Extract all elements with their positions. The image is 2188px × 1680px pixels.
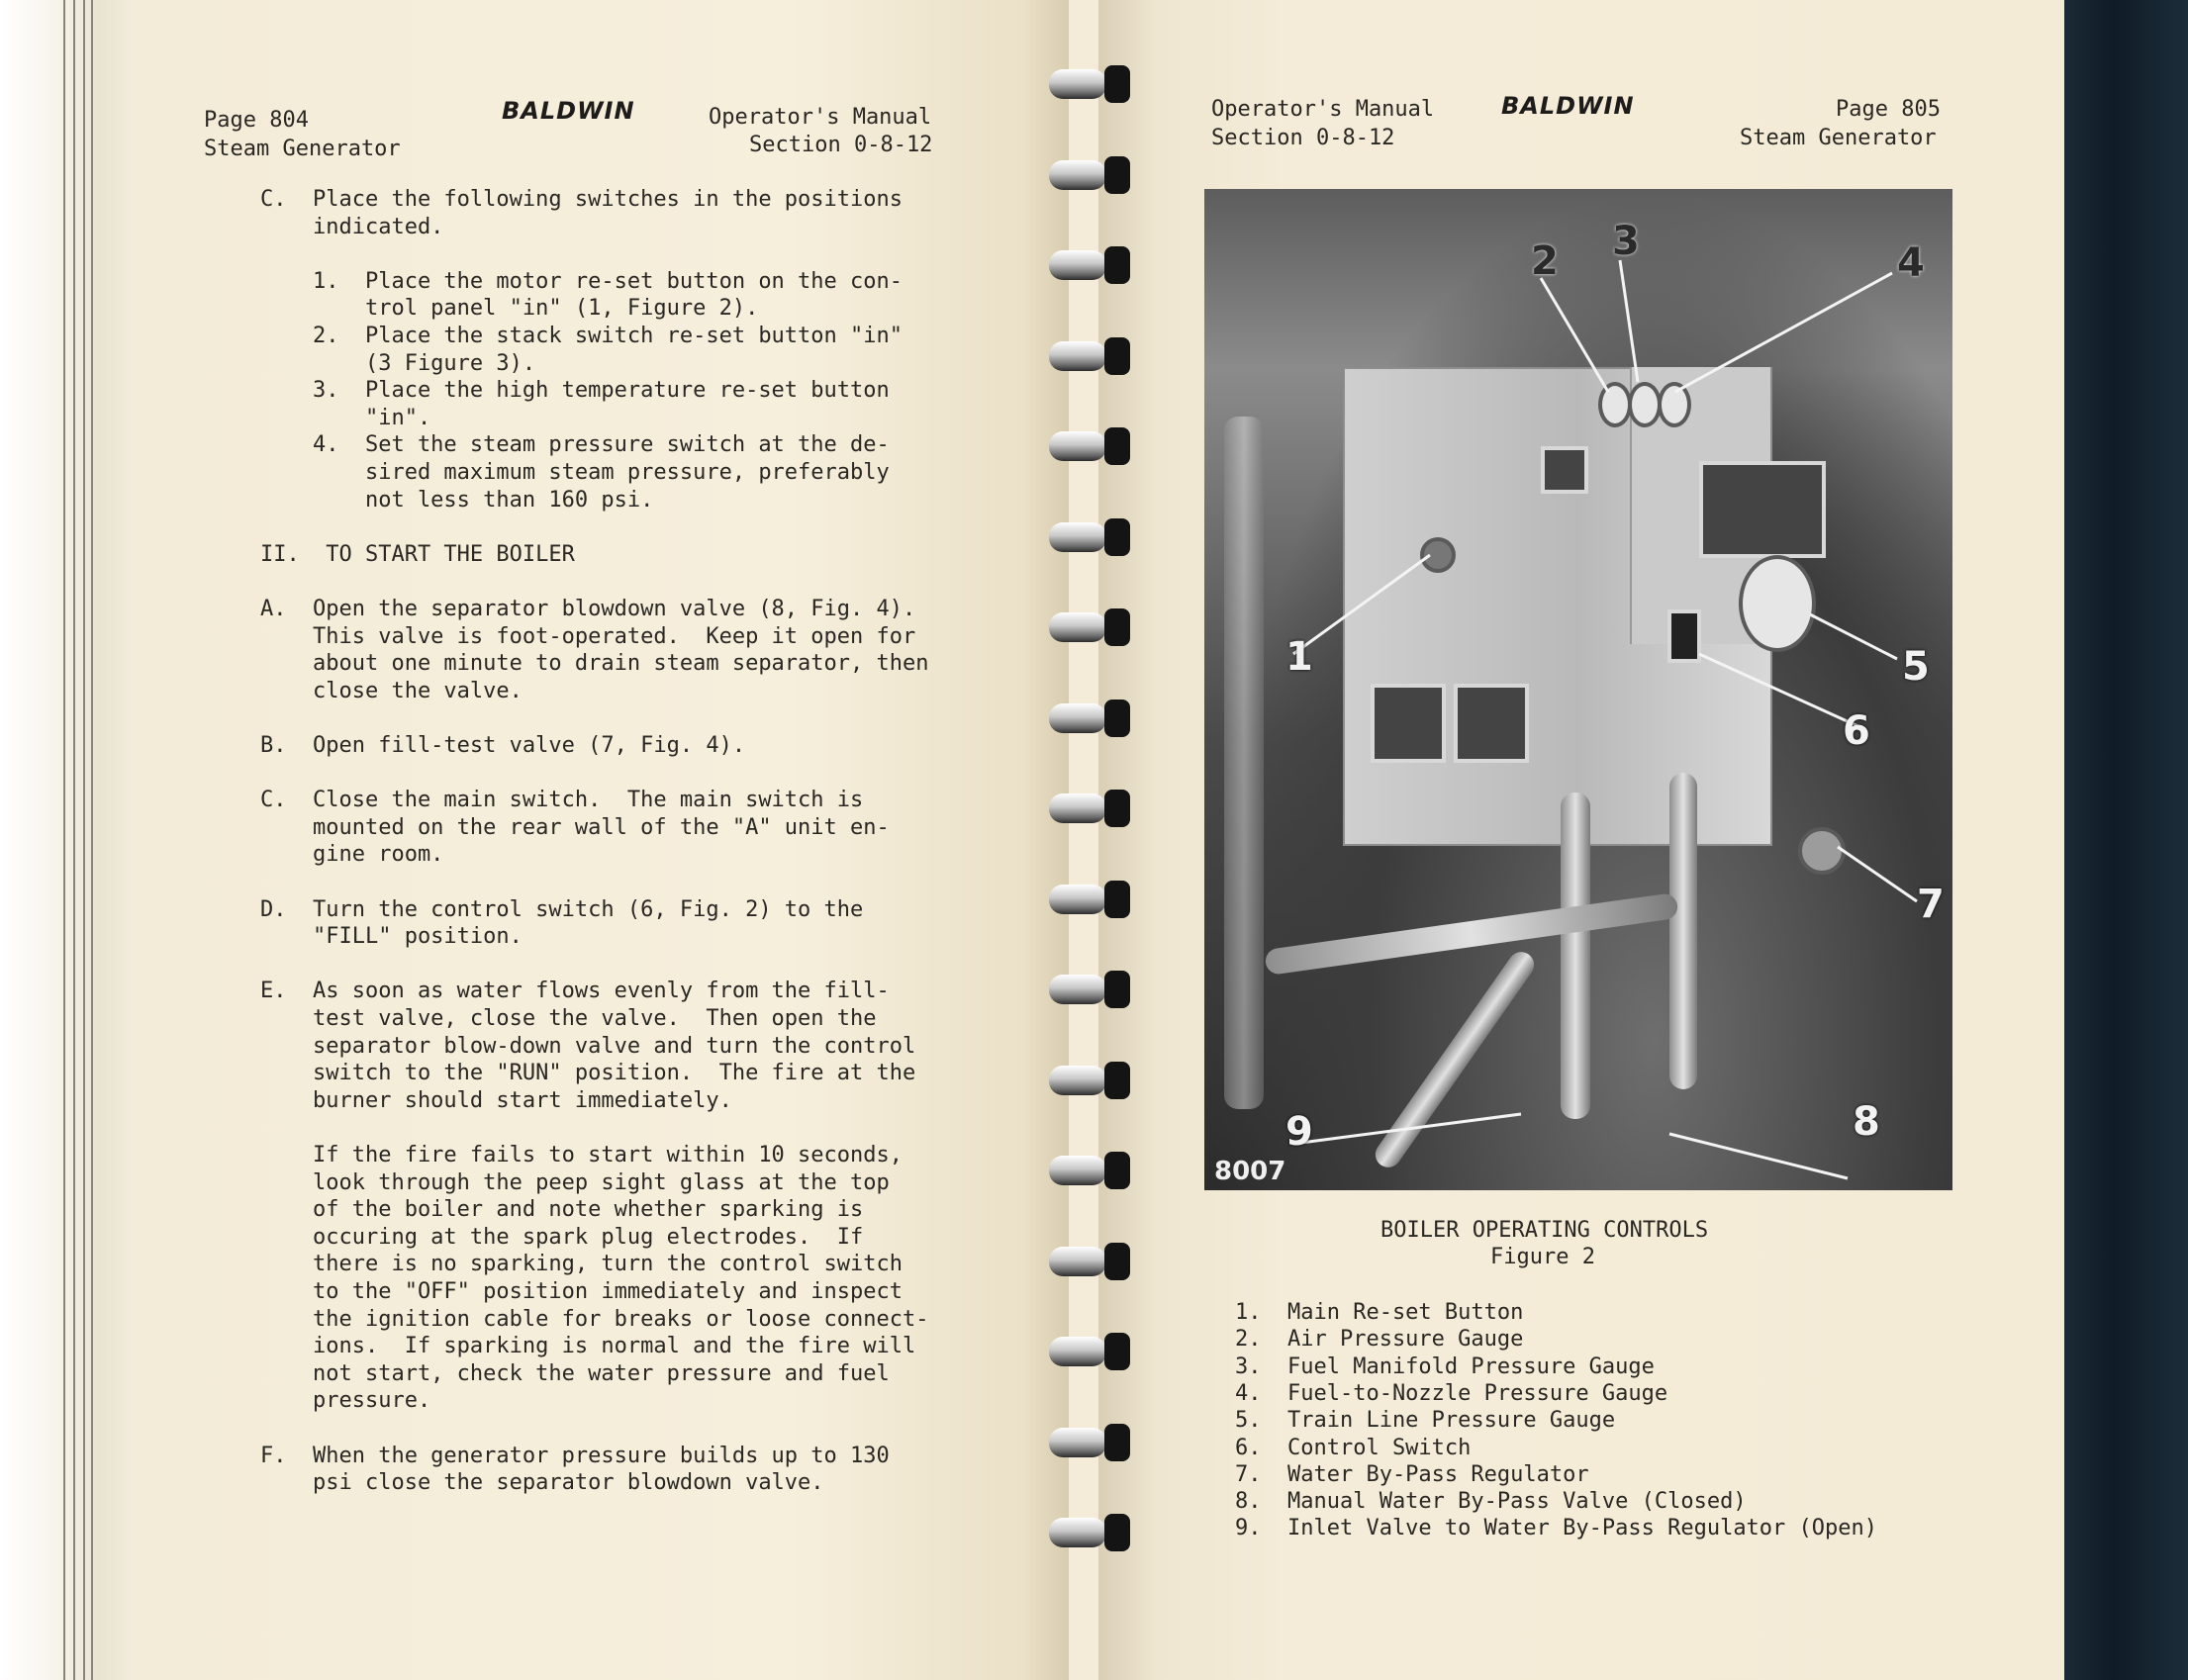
book-left-edge <box>0 0 139 1680</box>
body-line: gine room. <box>260 842 444 868</box>
figure-caption-title: BOILER OPERATING CONTROLS <box>1380 1218 1709 1243</box>
legend-item: 4. Fuel-to-Nozzle Pressure Gauge <box>1235 1380 1668 1406</box>
binding-ring <box>1049 786 1138 831</box>
left-section: Section 0-8-12 <box>749 133 933 157</box>
body-line: pressure. <box>260 1388 431 1414</box>
callout-2: 2 <box>1531 238 1559 284</box>
body-line: not less than 160 psi. <box>260 487 654 513</box>
left-manual-title: Operator's Manual <box>709 105 932 130</box>
binding-ring <box>1049 423 1138 469</box>
legend-item: 5. Train Line Pressure Gauge <box>1235 1408 1616 1434</box>
body-line: occuring at the spark plug electrodes. If <box>260 1224 864 1250</box>
binding-ring <box>1049 333 1138 379</box>
body-line: II. TO START THE BOILER <box>260 541 575 567</box>
binding-ring <box>1049 1148 1138 1193</box>
left-page-number: Page 804 <box>204 108 309 133</box>
body-line: about one minute to drain steam separator, then <box>260 651 929 677</box>
spiral-binding <box>1049 0 1138 1680</box>
body-line: C. Close the main switch. The main switch is <box>260 788 864 813</box>
body-line: sired maximum steam pressure, preferably <box>260 460 890 485</box>
right-brand-logo: BALDWIN <box>1501 92 1635 120</box>
body-line: separator blow-down valve and turn the control <box>260 1033 916 1059</box>
book-cover <box>2064 0 2188 1680</box>
callout-8: 8 <box>1853 1099 1880 1145</box>
right-section: Section 0-8-12 <box>1211 126 1395 150</box>
callout-1: 1 <box>1285 634 1313 680</box>
body-line: look through the peep sight glass at the top <box>260 1169 890 1195</box>
body-line: to the "OFF" position immediately and inspect <box>260 1279 904 1304</box>
callout-7: 7 <box>1917 882 1945 927</box>
binding-ring <box>1049 605 1138 650</box>
body-line: test valve, close the valve. Then open the <box>260 1006 877 1031</box>
binding-ring <box>1049 967 1138 1012</box>
binding-ring <box>1049 514 1138 560</box>
body-line: If the fire fails to start within 10 seconds, <box>260 1143 904 1167</box>
photo-id: 8007 <box>1214 1157 1286 1186</box>
left-brand-logo: BALDWIN <box>502 97 635 125</box>
body-line: (3 Figure 3). <box>260 350 536 376</box>
body-line: indicated. <box>260 214 444 239</box>
binding-ring <box>1049 696 1138 741</box>
body-line: "in". <box>260 405 431 430</box>
legend-item: 1. Main Re-set Button <box>1235 1300 1524 1325</box>
binding-ring <box>1049 1510 1138 1555</box>
right-page-subject: Steam Generator <box>1740 126 1937 150</box>
body-line: mounted on the rear wall of the "A" unit en- <box>260 814 890 840</box>
callout-4: 4 <box>1897 240 1925 286</box>
legend-item: 8. Manual Water By-Pass Valve (Closed) <box>1235 1489 1747 1515</box>
body-line: B. Open fill-test valve (7, Fig. 4). <box>260 733 746 758</box>
binding-ring <box>1049 242 1138 288</box>
body-line: F. When the generator pressure builds up to 130 <box>260 1443 890 1468</box>
body-line: close the valve. <box>260 678 523 703</box>
binding-ring <box>1049 1420 1138 1465</box>
body-line: 3. Place the high temperature re-set button <box>260 378 890 404</box>
legend-item: 3. Fuel Manifold Pressure Gauge <box>1235 1353 1655 1379</box>
body-line: psi close the separator blowdown valve. <box>260 1470 824 1496</box>
body-line: This valve is foot-operated. Keep it open for <box>260 623 916 649</box>
body-line: 2. Place the stack switch re-set button "in" <box>260 324 904 348</box>
body-line: of the boiler and note whether sparking is <box>260 1197 864 1223</box>
body-line: D. Turn the control switch (6, Fig. 2) to the <box>260 896 864 922</box>
callout-5: 5 <box>1902 644 1930 690</box>
body-line: ions. If sparking is normal and the fire will <box>260 1334 916 1359</box>
binding-ring <box>1049 61 1138 107</box>
legend-item: 9. Inlet Valve to Water By-Pass Regulator (Open) <box>1235 1516 1878 1541</box>
right-manual-title: Operator's Manual <box>1211 97 1435 122</box>
legend-item: 6. Control Switch <box>1235 1435 1472 1460</box>
body-line: 4. Set the steam pressure switch at the de- <box>260 432 890 458</box>
body-line: the ignition cable for breaks or loose connect- <box>260 1306 929 1332</box>
body-line: "FILL" position. <box>260 924 523 950</box>
callout-3: 3 <box>1612 219 1640 264</box>
binding-ring <box>1049 877 1138 922</box>
binding-ring <box>1049 1058 1138 1103</box>
callout-9: 9 <box>1285 1109 1313 1155</box>
body-line: there is no sparking, turn the control switch <box>260 1252 904 1277</box>
binding-ring <box>1049 1239 1138 1284</box>
body-line: burner should start immediately. <box>260 1087 732 1113</box>
figure-caption-number: Figure 2 <box>1490 1245 1595 1269</box>
callout-6: 6 <box>1843 708 1870 754</box>
left-page-subject: Steam Generator <box>204 137 401 161</box>
callout-arrows <box>1204 189 1952 1190</box>
body-line: C. Place the following switches in the positions <box>260 187 904 212</box>
binding-ring <box>1049 1329 1138 1374</box>
body-line: E. As soon as water flows evenly from the fill- <box>260 979 890 1004</box>
body-line: not start, check the water pressure and fuel <box>260 1360 890 1386</box>
legend-item: 2. Air Pressure Gauge <box>1235 1327 1524 1353</box>
body-line: switch to the "RUN" position. The fire at the <box>260 1061 916 1086</box>
body-line: trol panel "in" (1, Figure 2). <box>260 296 759 322</box>
legend-item: 7. Water By-Pass Regulator <box>1235 1461 1589 1487</box>
binding-ring <box>1049 152 1138 198</box>
body-line: 1. Place the motor re-set button on the con- <box>260 268 904 294</box>
body-line: A. Open the separator blowdown valve (8, Fig. 4). <box>260 597 916 621</box>
right-page-number: Page 805 <box>1836 97 1941 122</box>
boiler-controls-photo <box>1204 189 1952 1190</box>
